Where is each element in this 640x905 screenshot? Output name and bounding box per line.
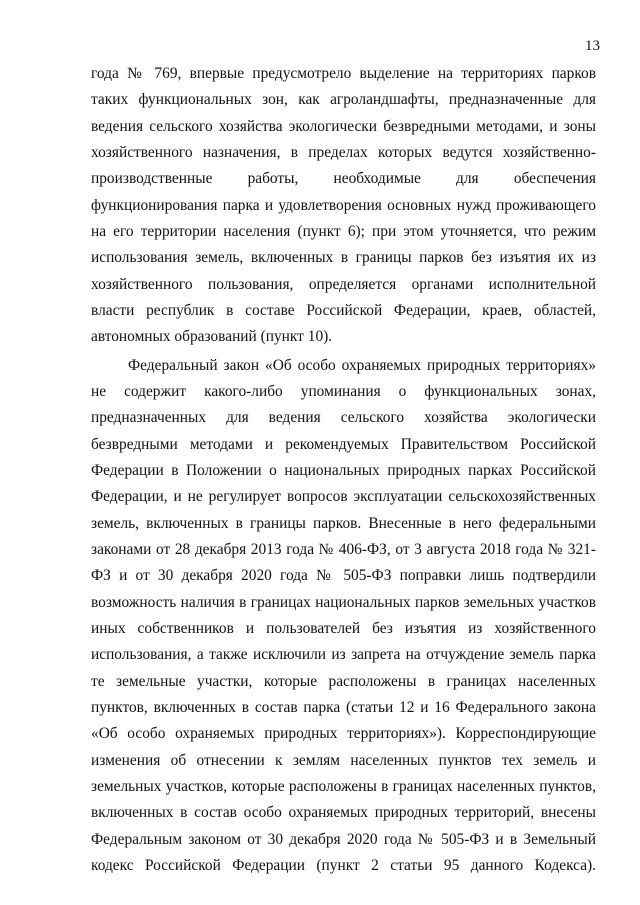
text-line: земельных участков, которые расположены в границах населенных пунктов, — [91, 777, 596, 795]
text-line: пунктов, включенных в состав парка (статьи 12 и 16 Федерального закона — [91, 698, 596, 716]
text-line: Федерации, и не регулирует вопросов эксплуатации сельскохозяйственных — [91, 488, 596, 506]
text-line: безвредными методами и рекомендуемых Правительством Российской — [91, 435, 596, 453]
text-line: «Об особо охраняемых природных территориях»). Корреспондирующие — [91, 725, 596, 743]
text-line: иных собственников и пользователей без изъятия из хозяйственного — [91, 619, 596, 637]
text-line: использования земель, включенных в границы парков без изъятия их из — [91, 249, 596, 267]
text-line: Федерации в Положении о национальных природных парках Российской — [91, 461, 596, 479]
paragraph-2 — [91, 353, 596, 880]
text-line: ведения сельского хозяйства экологически безвредными методами, и зоны — [91, 117, 596, 135]
text-line: функционирования парка и удовлетворения основных нужд проживающего — [91, 196, 596, 214]
text-line: использования, а также исключили из запрета на отчуждение земель парка — [91, 646, 596, 664]
text-line: кодекс Российской Федерации (пункт 2 статьи 95 данного Кодекса). — [91, 856, 596, 874]
text-line: земель, включенных в границы парков. Внесенные в него федеральными — [91, 514, 596, 532]
page-number: 13 — [585, 38, 600, 54]
text-line: года № 769, впервые предусмотрело выделение на территориях парков — [91, 65, 596, 82]
text-line: изменения об отнесении к землям населенных пунктов тех земель и — [91, 751, 596, 769]
text-line: включенных в состав особо охраняемых природных территорий, внесены — [91, 804, 596, 822]
text-line: Федеральный закон «Об особо охраняемых природных территориях» — [128, 356, 596, 374]
text-line: власти республик в составе Российской Федерации, краев, областей, — [91, 301, 596, 319]
text-line: производственные работы, необходимые для обеспечения — [91, 170, 596, 188]
document-body — [91, 61, 596, 879]
text-line: не содержит какого-либо упоминания о функциональных зонах, — [91, 382, 596, 400]
text-line: хозяйственного пользования, определяется органами исполнительной — [91, 275, 596, 293]
text-line: те земельные участки, которые расположены в границах населенных — [91, 672, 596, 690]
text-line: ФЗ и от 30 декабря 2020 года № 505-ФЗ поправки лишь подтвердили — [91, 567, 596, 585]
text-line: возможность наличия в границах национальных парков земельных участков — [91, 593, 596, 611]
text-line: хозяйственного назначения, в пределах которых ведутся хозяйственно- — [91, 143, 596, 161]
paragraph-1 — [91, 61, 596, 351]
text-line: законами от 28 декабря 2013 года № 406-ФЗ, от 3 августа 2018 года № 321- — [91, 540, 596, 558]
text-line: автономных образований (пункт 10). — [91, 328, 333, 346]
text-line: Федеральным законом от 30 декабря 2020 года № 505-ФЗ и в Земельный — [91, 830, 596, 848]
text-line: таких функциональных зон, как агроландшафты, предназначенные для — [91, 91, 596, 109]
text-line: на его территории населения (пункт 6); при этом уточняется, что режим — [91, 222, 596, 240]
text-line: предназначенных для ведения сельского хозяйства экологически — [91, 409, 596, 427]
